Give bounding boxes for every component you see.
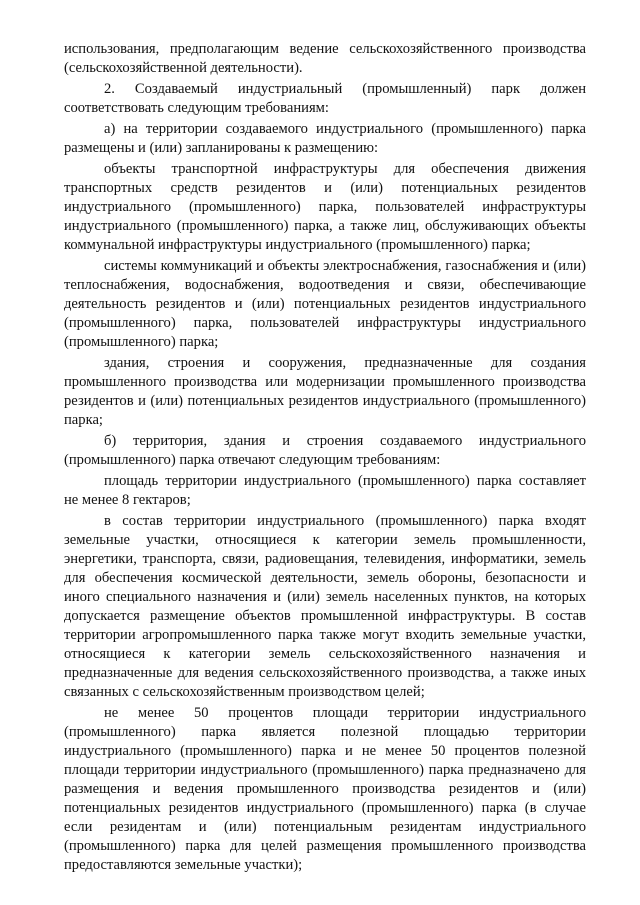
paragraph-item-2: 2. Создаваемый индустриальный (промышленный) парк должен соответствовать следующим требованиям: — [64, 81, 586, 116]
paragraph-area-requirement: площадь территории индустриального (промышленного) парка составляет не менее 8 гектаров; — [64, 473, 586, 508]
document-page — [64, 40, 586, 877]
paragraph-transport-infrastructure: объекты транспортной инфраструктуры для обеспечения движения транспортных средств резидентов и (или) потенциальных резидентов индустриального (промышленного) парка, пользователей инфраструктуры индустриального (промышленного) парка, а также лиц, обслуживающих объекты коммунальной инфраструктуры индустриального (промышленного) парка; — [64, 161, 586, 253]
paragraph-subitem-a: а) на территории создаваемого индустриального (промышленного) парка размещены и (или) запланированы к размещению: — [64, 121, 586, 156]
paragraph-communication-systems: системы коммуникаций и объекты электроснабжения, газоснабжения и (или) теплоснабжения, водоснабжения, водоотведения и связи, обеспечивающие деятельность резидентов и (или) потенциальных резидентов индустриального (промышленного) парка, пользователей инфраструктуры индустриального (промышленного) парка; — [64, 258, 586, 350]
paragraph-continuation: использования, предполагающим ведение сельскохозяйственного производства (сельскохозяйственной деятельности). — [64, 41, 586, 76]
paragraph-buildings: здания, строения и сооружения, предназначенные для создания промышленного производства или модернизации промышленного производства резидентов и (или) потенциальных резидентов индустриального (промышленного) парка; — [64, 355, 586, 428]
paragraph-land-composition: в состав территории индустриального (промышленного) парка входят земельные участки, относящиеся к категории земель промышленности, энергетики, транспорта, связи, радиовещания, телевидения, информатики, земель для обеспечения космической деятельности, земель обороны, безопасности и иного специального назначения и (или) земель населенных пунктов, на которых допускается размещение объектов промышленной инфраструктуры. В состав территории агропромышленного парка также могут входить земельные участки, относящиеся к категории земель сельскохозяйственного назначения и предназначенные для ведения сельскохозяйственного производства, а также иных связанных с сельскохозяйственным производством целей; — [64, 513, 586, 700]
paragraph-subitem-b: б) территория, здания и строения создаваемого индустриального (промышленного) парка отвечают следующим требованиям: — [64, 433, 586, 468]
paragraph-useful-area: не менее 50 процентов площади территории индустриального (промышленного) парка является полезной площадью территории индустриального (промышленного) парка и не менее 50 процентов полезной площади территории индустриального (промышленного) парка предназначено для размещения и ведения промышленного производства резидентов и (или) потенциальных резидентов индустриального (промышленного) парка (в случае если резидентам и (или) потенциальным резидентам индустриального (промышленного) парка для целей размещения промышленного производства предоставляются земельные участки); — [64, 705, 586, 873]
